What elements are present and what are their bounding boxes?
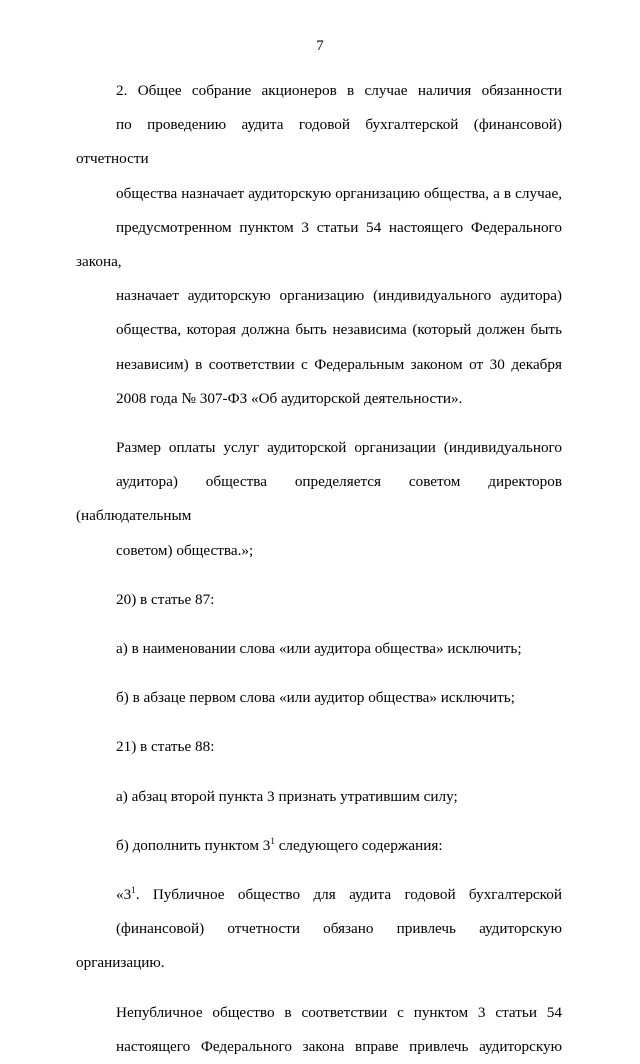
text-line: 2008 года № 307-ФЗ «Об аудиторской деятельности». [116,389,463,407]
text-line: 21) в статье 88: [116,738,215,756]
text-fragment: следующего содержания: [274,836,443,854]
paragraph-non-public-company [76,996,562,1064]
paragraph-audit-appointment [76,74,562,416]
text-line: а) абзац второй пункта 3 признать утратившим силу; [116,787,458,805]
item-21 [76,730,562,764]
document-body [76,74,562,1064]
text-line: настоящего Федерального закона вправе привлечь аудиторскую [116,1037,562,1055]
item-21a [76,780,562,814]
text-line [76,829,562,863]
item-20b [76,681,562,715]
superscript: 1 [131,885,136,896]
item-20 [76,583,562,617]
text-line: (финансовой) отчетности обязано привлечь аудиторскую организацию. [76,920,562,972]
text-line: по проведению аудита годовой бухгалтерской (финансовой) отчетности [76,116,562,168]
text-line: аудитора) общества определяется советом директоров (наблюдательным [76,473,562,525]
text-line: Непубличное общество в соответствии с пунктом 3 статьи 54 [116,1003,562,1021]
text-line: а) в наименовании слова «или аудитора общества» исключить; [116,640,522,658]
text-line: советом) общества.»; [116,541,254,559]
text-line: независим) в соответствии с Федеральным законом от 30 декабря [116,355,562,373]
text-line: 20) в статье 87: [116,590,215,608]
text-line: общества, которая должна быть независима (который должен быть [116,321,562,339]
text-line: Размер оплаты услуг аудиторской организации (индивидуального [116,439,562,457]
text-line: общества назначает аудиторскую организацию общества, а в случае, [116,184,562,202]
text-line: назначает аудиторскую организацию (индивидуального аудитора) [116,287,562,305]
text-line [76,878,562,912]
paragraph-audit-fee [76,431,562,568]
text-line: 2. Общее собрание акционеров в случае наличия обязанности [116,82,562,99]
text-fragment: . Публичное общество для аудита годовой бухгалтерской [135,886,562,904]
item-20a [76,632,562,666]
paragraph-public-company [76,878,562,981]
superscript: 1 [270,835,275,846]
text-fragment: «3 [116,886,132,904]
text-line: б) в абзаце первом слова «или аудитор общества» исключить; [116,689,515,707]
item-21b [76,829,562,863]
text-line: предусмотренном пунктом 3 статьи 54 настоящего Федерального закона, [76,218,562,271]
page-number: 7 [316,38,324,54]
text-fragment: б) дополнить пунктом 3 [116,836,271,854]
